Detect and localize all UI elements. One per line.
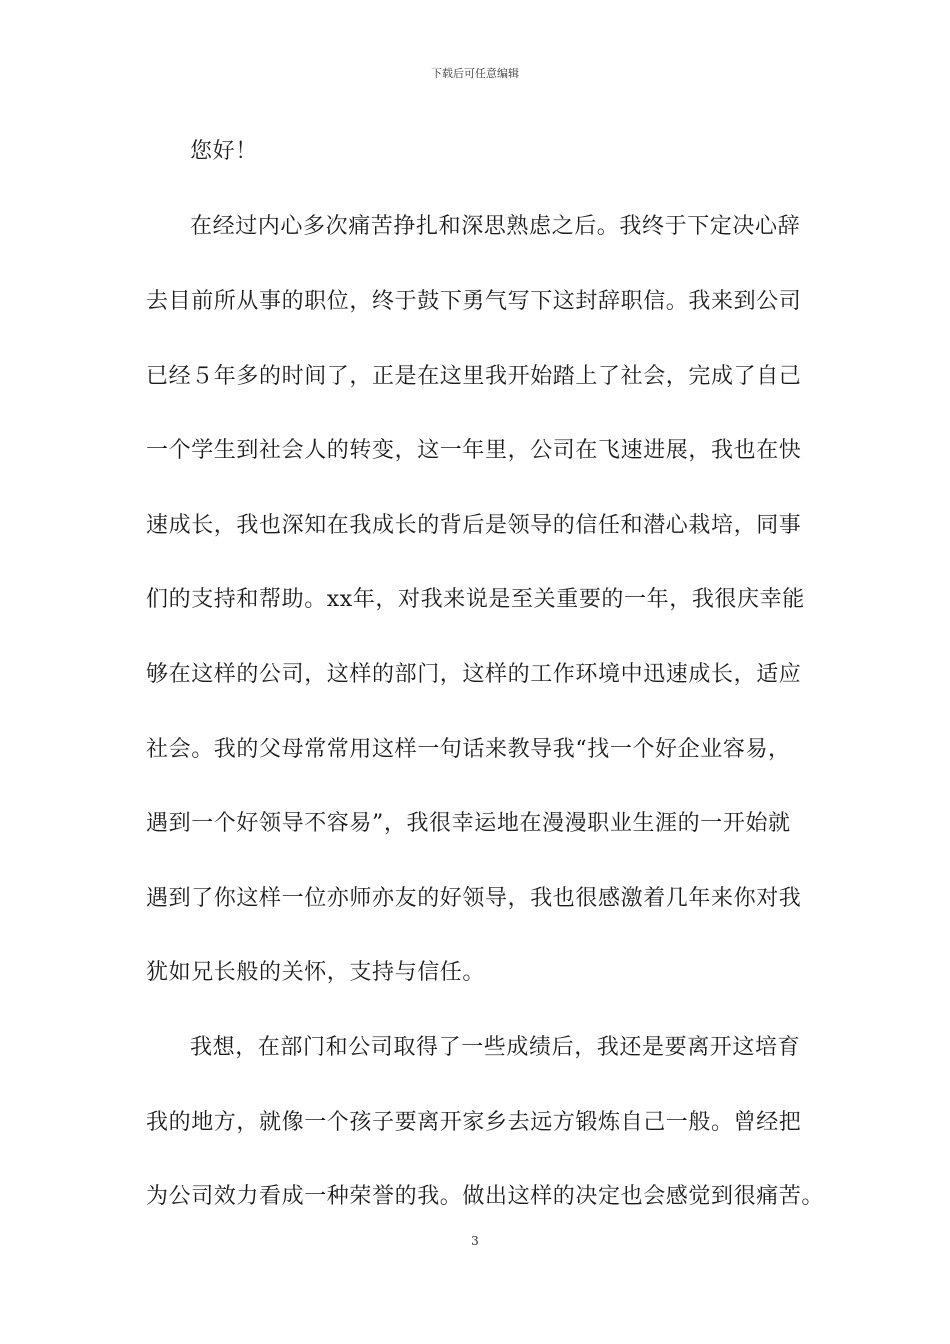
paragraph-line: 社会。我的父母常常用这样一句话来教导我“找一个好企业容易， (146, 737, 791, 762)
paragraph-line: 我想，在部门和公司取得了一些成绩后，我还是要离开这培育 (190, 1035, 801, 1060)
paragraph-line: 我的地方，就像一个孩子要离开家乡去远方锻炼自己一般。曾经把 (146, 1110, 802, 1135)
page-header-note: 下载后可任意编辑 (431, 67, 519, 80)
paragraph-line: 够在这样的公司，这样的部门，这样的工作环境中迅速成长，适应 (146, 662, 802, 687)
paragraph-line: 速成长，我也深知在我成长的背后是领导的信任和潜心栽培，同事 (146, 513, 802, 538)
paragraph-line: 犹如兄长般的关怀，支持与信任。 (146, 960, 486, 985)
paragraph-line: 们的支持和帮助。xx年，对我来说是至关重要的一年，我很庆幸能 (146, 587, 805, 612)
paragraph-line: 已经５年多的时间了，正是在这里我开始踏上了社会，完成了自己 (146, 364, 802, 389)
paragraph-line: 在经过内心多次痛苦挣扎和深思熟虑之后。我终于下定决心辞 (190, 214, 801, 239)
paragraph-line: 遇到一个好领导不容易”，我很幸运地在漫漫职业生涯的一开始就 (146, 811, 791, 836)
paragraph-line: 去目前所从事的职位，终于鼓下勇气写下这封辞职信。我来到公司 (146, 289, 802, 314)
paragraph-line: 为公司效力看成一种荣誉的我。做出这样的决定也会感觉到很痛苦。 (146, 1184, 825, 1209)
paragraph-line: 一个学生到社会人的转变，这一年里，公司在飞速进展，我也在快 (146, 438, 802, 463)
page-number: 3 (471, 1234, 479, 1248)
greeting-line: 您好！ (190, 139, 258, 164)
paragraph-line: 遇到了你这样一位亦师亦友的好领导，我也很感激着几年来你对我 (146, 886, 802, 911)
